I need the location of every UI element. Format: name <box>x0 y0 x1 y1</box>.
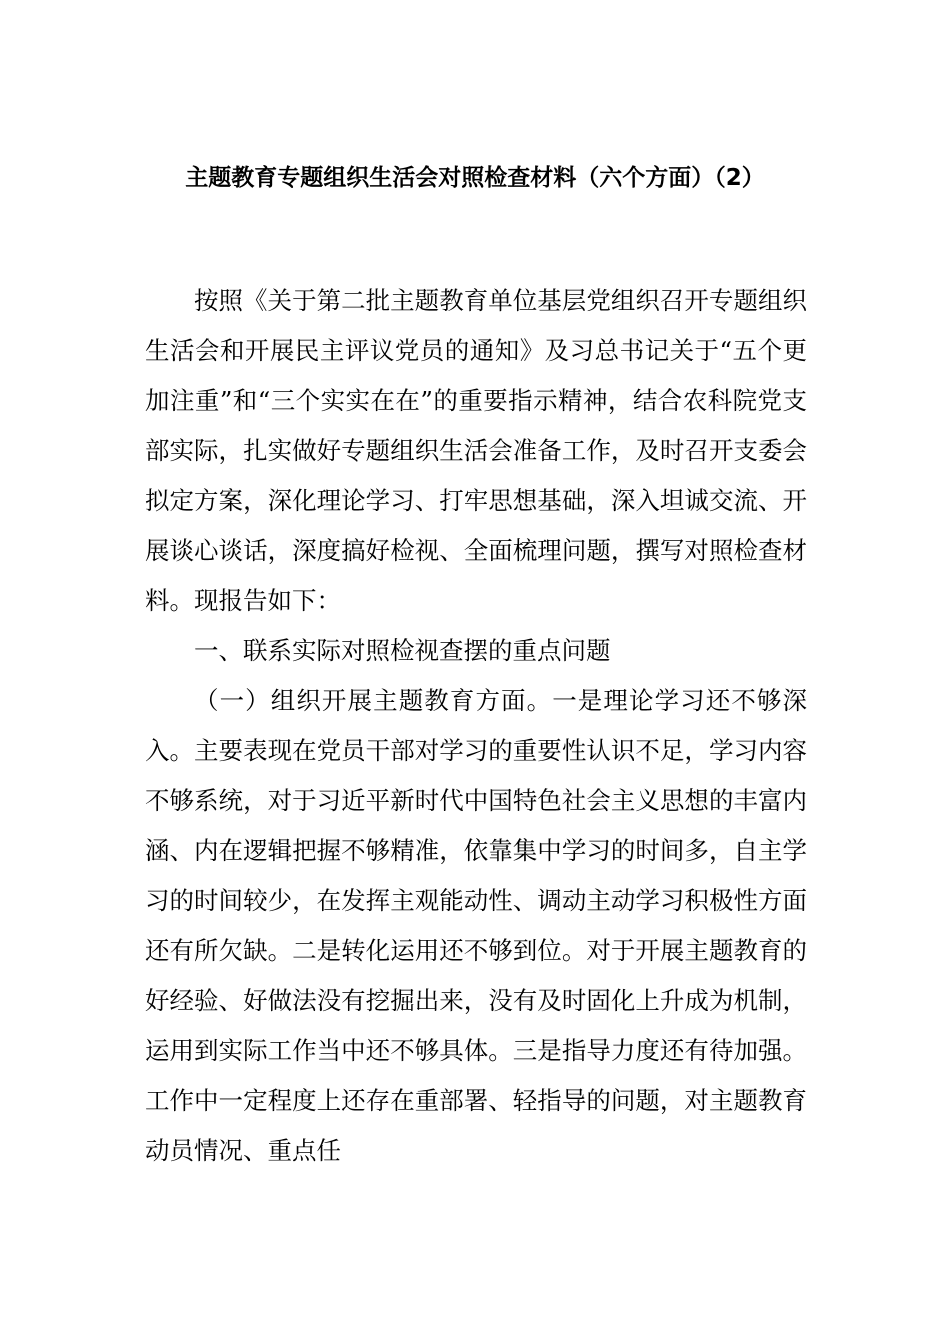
document-title: 主题教育专题组织生活会对照检查材料（六个方面）（2） <box>185 165 765 191</box>
intro-paragraph: 按照《关于第二批主题教育单位基层党组织召开专题组织生活会和开展民主评议党员的通知》及习总书记关于“五个更加注重”和“三个实实在在”的重要指示精神，结合农科院党支部实际，扎实做好专题组织生活会准备工作，及时召开支委会拟定方案，深化理论学习、打牢思想基础，深入坦诚交流、开展谈心谈话，深度搞好检视、全面梳理问题，撰写对照检查材料。现报告如下： <box>145 286 807 615</box>
document-body <box>145 276 807 1176</box>
body-paragraph: （一）组织开展主题教育方面。一是理论学习还不够深入。主要表现在党员干部对学习的重要性认识不足，学习内容不够系统，对于习近平新时代中国特色社会主义思想的丰富内涵、内在逻辑把握不够精准，依靠集中学习的时间多，自主学习的时间较少，在发挥主观能动性、调动主动学习积极性方面还有所欠缺。二是转化运用还不够到位。对于开展主题教育的好经验、好做法没有挖掘出来，没有及时固化上升成为机制，运用到实际工作当中还不够具体。三是指导力度还有待加强。工作中一定程度上还存在重部署、轻指导的问题，对主题教育动员情况、重点任 <box>145 686 807 1165</box>
section-heading: 一、联系实际对照检视查摆的重点问题 <box>194 636 611 665</box>
